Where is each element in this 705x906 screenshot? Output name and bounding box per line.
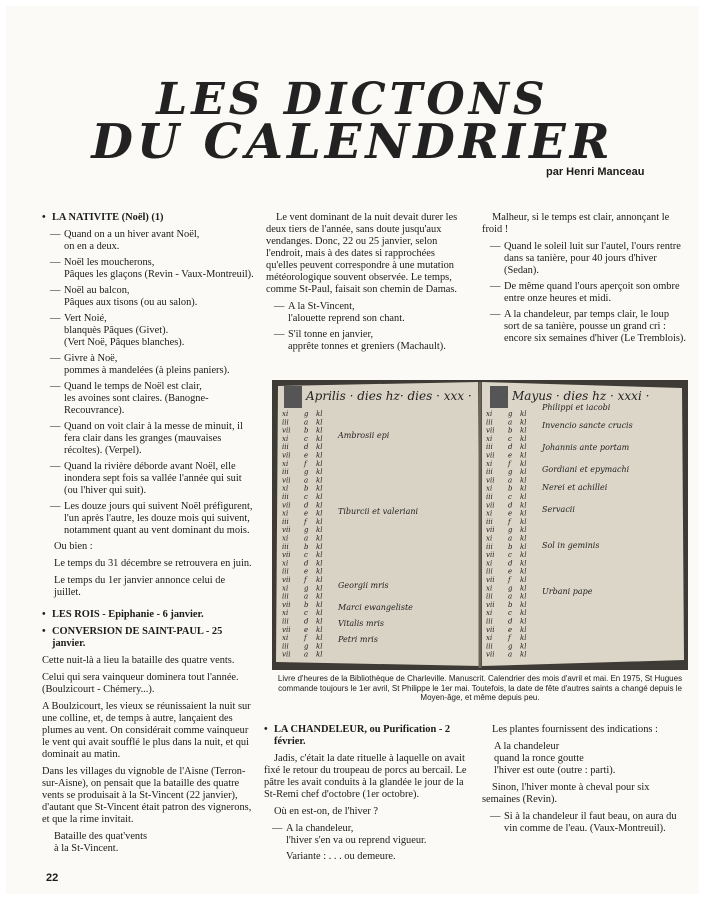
svg-text:a: a (304, 534, 309, 543)
svg-text:d: d (304, 617, 309, 626)
svg-text:kl: kl (316, 459, 323, 468)
svg-text:kl: kl (520, 526, 527, 535)
svg-text:kl: kl (316, 551, 323, 560)
paragraph: Le vent dominant de la nuit devait durer les deux tiers de l'année, sans doute jusqu'aux vendanges. Donc, 22 ou 25 janvier, selon l'endroit, mais à des dates si rapprochées qu'elles peuvent correspondre à une mutation météorologique souvent observée. Le temps, comme St-Paul, faisait son chemin de Damas. (266, 212, 458, 295)
svg-text:d: d (304, 559, 309, 568)
manuscript-entry: Johannis ante portam (542, 443, 630, 452)
svg-text:kl: kl (316, 642, 323, 651)
svg-text:kl: kl (316, 592, 323, 601)
svg-text:xi: xi (486, 459, 493, 468)
svg-text:kl: kl (520, 459, 527, 468)
svg-text:xi: xi (486, 609, 493, 618)
manuscript-entry: Sol in geminis (542, 541, 600, 550)
svg-text:xi: xi (486, 410, 493, 418)
svg-text:c: c (304, 434, 308, 443)
magazine-page (6, 6, 699, 894)
section-heading-nativite: • LA NATIVITE (Noël) (1) (42, 212, 254, 224)
svg-text:kl: kl (316, 509, 323, 518)
svg-text:vii: vii (486, 476, 495, 485)
saying-line: l'hiver s'en va ou reprend vigueur. (286, 835, 427, 846)
svg-text:f: f (508, 517, 511, 526)
svg-text:vii: vii (486, 451, 495, 460)
paragraph: Jadis, c'était la date rituelle à laquelle on avait fixé le retour du troupeau de porcs au bercail. Le pâtre les avait conduits à la glandée le jour de la St-Remi chef d'octobre (1er octobre). (264, 753, 467, 800)
rhyme-line: à la St-Vincent. (54, 843, 119, 854)
paragraph: Sinon, l'hiver monte à cheval pour six semaines (Revin). (482, 782, 650, 805)
svg-text:kl: kl (520, 642, 527, 651)
svg-text:d: d (508, 501, 513, 510)
svg-text:b: b (508, 542, 513, 551)
svg-text:kl: kl (316, 468, 323, 477)
svg-text:vii: vii (282, 501, 291, 510)
svg-text:d: d (304, 443, 309, 452)
svg-text:kl: kl (520, 625, 527, 634)
svg-text:kl: kl (316, 542, 323, 551)
svg-text:vii: vii (486, 551, 495, 560)
svg-text:b: b (304, 542, 309, 551)
svg-text:kl: kl (520, 584, 527, 593)
svg-text:kl: kl (316, 634, 323, 643)
svg-text:e: e (508, 625, 513, 634)
svg-text:vii: vii (282, 600, 291, 609)
manuscript-entry: Petri mris (338, 635, 378, 644)
column-middle-lower (264, 724, 472, 863)
column-right-lower (482, 724, 686, 839)
svg-text:kl: kl (520, 600, 527, 609)
svg-text:d: d (508, 443, 513, 452)
verse-line: l'hiver est oute (outre : parti). (494, 765, 616, 776)
svg-text:g: g (304, 642, 309, 651)
svg-text:xi: xi (486, 559, 493, 568)
svg-text:xi: xi (282, 609, 289, 618)
svg-text:e: e (304, 509, 309, 518)
svg-text:b: b (508, 600, 513, 609)
section-heading-conversion: • CONVERSION DE SAINT-PAUL - 25 janvier. (42, 626, 254, 650)
nativite-saying: — Quand le temps de Noël est clair, les avoines sont claires. (Banogne-Recouvrance). (50, 381, 209, 416)
svg-text:vii: vii (486, 650, 495, 659)
svg-text:kl: kl (520, 476, 527, 485)
verse-line: quand la ronce goutte (494, 753, 584, 764)
svg-text:iii: iii (486, 592, 493, 601)
svg-text:iii: iii (486, 418, 493, 427)
svg-text:b: b (304, 484, 309, 493)
saying: — A la chandeleur, par temps clair, le loup sort de sa tanière, pousse un grand cri : encore six semaines d'hiver (Le Tremblois). (490, 309, 686, 344)
svg-text:f: f (304, 517, 307, 526)
svg-text:g: g (304, 468, 309, 477)
saying-line: l'alouette reprend son chant. (288, 313, 405, 324)
svg-text:iii: iii (486, 517, 493, 526)
nativite-saying: — Givre à Noë, pommes à mandelées (à pleins paniers). (50, 353, 230, 376)
svg-text:a: a (508, 418, 513, 427)
svg-text:xi: xi (486, 534, 493, 543)
svg-text:a: a (304, 418, 309, 427)
svg-text:b: b (304, 600, 309, 609)
svg-text:iii: iii (282, 642, 289, 651)
svg-text:kl: kl (316, 576, 323, 584)
temps-31-decembre: Le temps du 31 décembre se retrouvera en juin. (54, 558, 252, 569)
svg-text:g: g (508, 468, 513, 477)
manuscript-entry: Georgii mris (338, 581, 389, 590)
column-left (42, 212, 254, 860)
manuscript-photo (272, 380, 688, 670)
svg-text:f: f (508, 459, 511, 468)
svg-text:iii: iii (282, 418, 289, 427)
paragraph: Malheur, si le temps est clair, annonçant le froid ! (482, 212, 670, 235)
svg-text:kl: kl (520, 592, 527, 601)
svg-text:iii: iii (282, 592, 289, 601)
svg-text:c: c (508, 434, 512, 443)
svg-text:f: f (304, 459, 307, 468)
saying: — A la chandeleur, (272, 823, 354, 834)
svg-text:kl: kl (520, 617, 527, 626)
svg-text:kl: kl (520, 426, 527, 435)
verse-line: A la chandeleur (494, 741, 560, 752)
temps-1er-janvier: Le temps du 1er janvier annonce celui de juillet. (54, 575, 226, 598)
manuscript-entry: Marci ewangeliste (338, 603, 413, 612)
nativite-saying: — Quand on a un hiver avant Noël, on en a deux. (50, 229, 200, 252)
page-number: 22 (46, 872, 59, 884)
svg-text:g: g (508, 584, 513, 593)
svg-text:kl: kl (520, 567, 527, 576)
svg-text:kl: kl (520, 509, 527, 518)
saying-line: apprête tonnes et greniers (Machault). (288, 341, 446, 352)
svg-text:f: f (508, 634, 511, 643)
svg-text:kl: kl (316, 484, 323, 493)
paragraph: Dans les villages du vignoble de l'Aisne (Terron-sur-Aisne), on pensait que la bataille des quatre vents se produisait à la St-Vincent (22 janvier), d'autant que St-Vincent était patron des vignerons, et que la rime invitait. (42, 766, 252, 825)
svg-text:g: g (508, 410, 513, 418)
saying: — De même quand l'ours aperçoit son ombre entre onze heures et midi. (490, 281, 680, 304)
svg-text:c: c (304, 609, 308, 618)
svg-text:vii: vii (486, 426, 495, 435)
svg-text:a: a (508, 476, 513, 485)
svg-text:kl: kl (316, 650, 323, 659)
paragraph: A Boulzicourt, les vieux se réunissaient la nuit sur une colline, et, de temps à autre, lançaient des plumes au vent. On considérait comme vainqueur le vent qui avait soufflé le plus dans la nuit, et qui dominait au matin. (42, 701, 251, 760)
svg-text:kl: kl (520, 517, 527, 526)
svg-text:g: g (508, 526, 513, 535)
variante: Variante : . . . ou demeure. (286, 851, 396, 862)
svg-text:kl: kl (316, 426, 323, 435)
manuscript-right-heading: Mayus · dies hz · xxxi · (512, 389, 650, 403)
paragraph: Où en est-on, de l'hiver ? (274, 806, 379, 817)
svg-text:c: c (508, 551, 512, 560)
svg-text:kl: kl (316, 476, 323, 485)
svg-text:iii: iii (486, 642, 493, 651)
svg-text:kl: kl (520, 542, 527, 551)
svg-text:vii: vii (486, 576, 495, 584)
photo-caption: Livre d'heures de la Bibliothèque de Charleville. Manuscrit. Calendrier des mois d'avril et mai. En 1975, St Hugues commande toujours le 1er avril, St Philippe le 1er mai. Toutefois, la date de fête d'autres saints a changé depuis le Moyen-âge, et même depuis peu. (277, 674, 683, 702)
svg-text:c: c (508, 493, 512, 501)
svg-text:f: f (304, 576, 307, 584)
nativite-saying: — Vert Noié, blanquès Pâques (Givet). (Vert Noë, Pâques blanches). (50, 313, 185, 348)
svg-text:kl: kl (520, 609, 527, 618)
svg-text:vii: vii (486, 526, 495, 535)
svg-text:d: d (508, 559, 513, 568)
svg-text:kl: kl (316, 418, 323, 427)
svg-text:kl: kl (316, 493, 323, 501)
svg-text:f: f (304, 634, 307, 643)
paragraph: Cette nuit-là a lieu la bataille des quatre vents. (42, 655, 235, 666)
manuscript-entry: Tiburcii et valeriani (338, 507, 419, 516)
paragraph: Les plantes fournissent des indications : (492, 724, 658, 735)
nativite-saying: — Les douze jours qui suivent Noël préfigurent, l'un après l'autre, les douze mois qui suivent, notamment quant au vent dominant du mois. (50, 501, 253, 536)
svg-text:kl: kl (316, 609, 323, 618)
svg-text:d: d (304, 501, 309, 510)
svg-text:g: g (304, 584, 309, 593)
svg-text:kl: kl (316, 625, 323, 634)
svg-text:iii: iii (282, 493, 289, 501)
svg-text:e: e (508, 451, 513, 460)
svg-text:c: c (304, 493, 308, 501)
section-heading-rois: • LES ROIS - Epiphanie - 6 janvier. (42, 609, 254, 621)
svg-text:kl: kl (520, 559, 527, 568)
svg-text:xi: xi (282, 534, 289, 543)
saying: — Si à la chandeleur il faut beau, on aura du vin comme de l'eau. (Vaux-Montreuil). (490, 811, 677, 834)
nativite-saying: — Quand la rivière déborde avant Noël, elle inondera sept fois sa vallée l'année qui suit (ou l'hiver qui suit). (50, 461, 242, 496)
svg-text:vii: vii (282, 426, 291, 435)
svg-text:xi: xi (486, 434, 493, 443)
column-middle (266, 212, 466, 353)
svg-text:d: d (508, 617, 513, 626)
svg-text:b: b (508, 426, 513, 435)
manuscript-left-heading: Aprilis · dies hz· dies · xxx · (306, 389, 472, 403)
svg-text:e: e (304, 567, 309, 576)
svg-text:b: b (304, 426, 309, 435)
svg-text:f: f (508, 576, 511, 584)
svg-text:xi: xi (282, 509, 289, 518)
title-line-2: DU CALENDRIER (91, 114, 614, 170)
svg-text:xi: xi (486, 634, 493, 643)
svg-text:kl: kl (520, 434, 527, 443)
svg-text:vii: vii (486, 501, 495, 510)
svg-text:xi: xi (486, 484, 493, 493)
svg-text:kl: kl (520, 468, 527, 477)
svg-text:kl: kl (316, 600, 323, 609)
svg-text:g: g (508, 642, 513, 651)
svg-text:iii: iii (486, 567, 493, 576)
manuscript-entry: Urbani pape (542, 587, 593, 596)
svg-text:a: a (304, 476, 309, 485)
svg-text:xi: xi (282, 410, 289, 418)
svg-text:a: a (304, 650, 309, 659)
title-line-1: LES DICTONS (156, 74, 549, 125)
svg-text:xi: xi (486, 509, 493, 518)
svg-text:c: c (304, 551, 308, 560)
rhyme-line: Bataille des quat'vents (54, 831, 148, 842)
svg-text:vii: vii (282, 526, 291, 535)
svg-text:iii: iii (282, 517, 289, 526)
svg-text:g: g (304, 410, 309, 418)
svg-text:iii: iii (486, 468, 493, 477)
svg-text:vii: vii (282, 551, 291, 560)
svg-text:g: g (304, 526, 309, 535)
svg-text:kl: kl (520, 501, 527, 510)
svg-text:iii: iii (282, 617, 289, 626)
svg-text:kl: kl (520, 443, 527, 452)
svg-text:kl: kl (316, 567, 323, 576)
svg-text:kl: kl (316, 517, 323, 526)
svg-text:kl: kl (520, 551, 527, 560)
svg-text:iii: iii (282, 443, 289, 452)
svg-text:vii: vii (282, 576, 291, 584)
svg-text:a: a (508, 650, 513, 659)
manuscript-entry: Vitalis mris (338, 619, 385, 628)
paragraph: Celui qui sera vainqueur dominera tout l'année. (Boulzicourt - Chémery...). (42, 672, 239, 695)
svg-text:b: b (508, 484, 513, 493)
svg-text:iii: iii (282, 542, 289, 551)
svg-text:kl: kl (316, 501, 323, 510)
svg-text:e: e (508, 567, 513, 576)
nativite-sayings (42, 229, 254, 537)
svg-text:kl: kl (520, 493, 527, 501)
svg-text:iii: iii (282, 567, 289, 576)
manuscript-entry: Invencio sancte crucis (542, 421, 633, 430)
ou-bien: Ou bien : (54, 541, 93, 552)
nativite-saying: — Quand on voit clair à la messe de minuit, il fera clair dans les granges (mauvaises récoltes). (Verpel). (50, 421, 243, 456)
svg-text:xi: xi (486, 584, 493, 593)
svg-text:kl: kl (520, 418, 527, 427)
svg-text:kl: kl (520, 451, 527, 460)
svg-text:vii: vii (282, 451, 291, 460)
column-right (482, 212, 686, 349)
svg-text:kl: kl (316, 410, 323, 418)
svg-text:kl: kl (316, 584, 323, 593)
saying: — S'il tonne en janvier, (274, 329, 374, 340)
svg-text:a: a (508, 592, 513, 601)
svg-text:xi: xi (282, 434, 289, 443)
author-byline: par Henri Manceau (546, 166, 645, 178)
svg-text:xi: xi (282, 634, 289, 643)
svg-text:vii: vii (282, 650, 291, 659)
manuscript-illustration (272, 380, 688, 670)
svg-text:iii: iii (486, 617, 493, 626)
svg-text:vii: vii (486, 600, 495, 609)
svg-text:kl: kl (520, 484, 527, 493)
svg-text:xi: xi (282, 584, 289, 593)
svg-text:kl: kl (316, 443, 323, 452)
svg-text:a: a (304, 592, 309, 601)
svg-text:e: e (304, 451, 309, 460)
svg-text:iii: iii (486, 493, 493, 501)
svg-text:c: c (508, 609, 512, 618)
svg-text:kl: kl (520, 534, 527, 543)
manuscript-entry: Gordiani et epymachi (542, 465, 630, 474)
nativite-saying: — Noël les moucherons, Pâques les glaçons (Revin - Vaux-Montreuil). (50, 257, 254, 280)
manuscript-entry: Servacii (542, 505, 575, 514)
svg-text:a: a (508, 534, 513, 543)
svg-text:vii: vii (486, 625, 495, 634)
svg-text:kl: kl (520, 576, 527, 584)
manuscript-entry: Ambrosii epi (338, 431, 390, 440)
svg-text:kl: kl (520, 634, 527, 643)
svg-text:e: e (508, 509, 513, 518)
svg-text:kl: kl (316, 534, 323, 543)
svg-text:kl: kl (316, 434, 323, 443)
svg-text:xi: xi (282, 559, 289, 568)
svg-text:kl: kl (520, 410, 527, 418)
svg-text:iii: iii (282, 468, 289, 477)
svg-text:iii: iii (486, 542, 493, 551)
svg-text:vii: vii (282, 476, 291, 485)
svg-text:vii: vii (282, 625, 291, 634)
svg-text:kl: kl (316, 559, 323, 568)
svg-text:kl: kl (316, 617, 323, 626)
svg-text:xi: xi (282, 459, 289, 468)
svg-text:kl: kl (316, 526, 323, 535)
svg-text:iii: iii (486, 443, 493, 452)
svg-text:xi: xi (282, 484, 289, 493)
manuscript-entry: Nerei et achillei (542, 483, 608, 492)
section-heading-chandeleur: • LA CHANDELEUR, ou Purification - 2 février. (264, 724, 472, 748)
svg-text:e: e (304, 625, 309, 634)
saying: — A la St-Vincent, (274, 301, 355, 312)
manuscript-entry: Philippi et iacobi (542, 403, 611, 412)
saying: — Quand le soleil luit sur l'autel, l'ours rentre dans sa tanière, pour 40 jours d'hiver (Sedan). (490, 241, 681, 276)
svg-text:kl: kl (520, 650, 527, 659)
nativite-saying: — Noël au balcon, Pâques aux tisons (ou au salon). (50, 285, 198, 308)
svg-text:kl: kl (316, 451, 323, 460)
